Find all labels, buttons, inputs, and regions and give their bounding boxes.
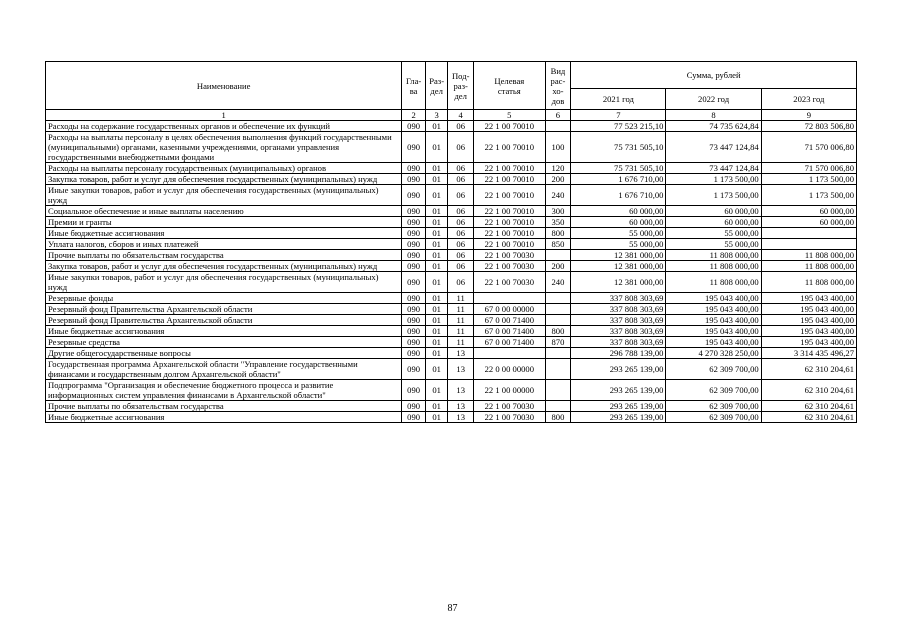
cell-celevaya-statya: 22 1 00 70010 bbox=[473, 174, 545, 185]
cell-sum-2022: 62 309 700,00 bbox=[666, 412, 761, 423]
table-row bbox=[46, 217, 857, 228]
column-number-cell: 8 bbox=[666, 110, 761, 121]
cell-podrazdel: 06 bbox=[448, 250, 474, 261]
cell-podrazdel: 11 bbox=[448, 293, 474, 304]
cell-podrazdel: 13 bbox=[448, 348, 474, 359]
table-row bbox=[46, 359, 857, 380]
cell-name: Прочие выплаты по обязательствам государства bbox=[46, 401, 402, 412]
header-podrazdel: Под- раз- дел bbox=[448, 62, 474, 110]
table-row bbox=[46, 304, 857, 315]
cell-sum-2022: 73 447 124,84 bbox=[666, 132, 761, 163]
table-row bbox=[46, 348, 857, 359]
cell-sum-2021: 293 265 139,00 bbox=[571, 412, 666, 423]
cell-sum-2021: 1 676 710,00 bbox=[571, 174, 666, 185]
cell-podrazdel: 06 bbox=[448, 185, 474, 206]
table-row bbox=[46, 250, 857, 261]
cell-vid-rashodov: 850 bbox=[545, 239, 571, 250]
cell-sum-2022: 1 173 500,00 bbox=[666, 174, 761, 185]
cell-glava: 090 bbox=[402, 337, 426, 348]
cell-sum-2023: 11 808 000,00 bbox=[761, 250, 856, 261]
header-vid-rashodov: Вид рас- хо- дов bbox=[545, 62, 571, 110]
table-row bbox=[46, 272, 857, 293]
column-number-cell: 3 bbox=[425, 110, 448, 121]
cell-sum-2022: 195 043 400,00 bbox=[666, 326, 761, 337]
cell-glava: 090 bbox=[402, 121, 426, 132]
cell-glava: 090 bbox=[402, 380, 426, 401]
cell-sum-2022: 74 735 624,84 bbox=[666, 121, 761, 132]
table-row bbox=[46, 401, 857, 412]
cell-vid-rashodov: 200 bbox=[545, 174, 571, 185]
cell-vid-rashodov: 240 bbox=[545, 272, 571, 293]
cell-name: Резервный фонд Правительства Архангельской области bbox=[46, 315, 402, 326]
cell-vid-rashodov: 200 bbox=[545, 261, 571, 272]
table-row bbox=[46, 228, 857, 239]
table-row bbox=[46, 293, 857, 304]
cell-sum-2021: 12 381 000,00 bbox=[571, 261, 666, 272]
cell-celevaya-statya: 22 1 00 70030 bbox=[473, 250, 545, 261]
cell-vid-rashodov: 800 bbox=[545, 228, 571, 239]
cell-sum-2023: 195 043 400,00 bbox=[761, 326, 856, 337]
cell-glava: 090 bbox=[402, 239, 426, 250]
cell-vid-rashodov bbox=[545, 250, 571, 261]
cell-name: Другие общегосударственные вопросы bbox=[46, 348, 402, 359]
cell-glava: 090 bbox=[402, 250, 426, 261]
cell-glava: 090 bbox=[402, 293, 426, 304]
cell-sum-2023: 72 803 506,80 bbox=[761, 121, 856, 132]
table-row bbox=[46, 163, 857, 174]
cell-sum-2023 bbox=[761, 239, 856, 250]
cell-vid-rashodov bbox=[545, 121, 571, 132]
cell-glava: 090 bbox=[402, 272, 426, 293]
cell-razdel: 01 bbox=[425, 337, 448, 348]
cell-podrazdel: 13 bbox=[448, 401, 474, 412]
column-number-cell: 6 bbox=[545, 110, 571, 121]
cell-vid-rashodov: 120 bbox=[545, 163, 571, 174]
cell-razdel: 01 bbox=[425, 217, 448, 228]
cell-name: Иные бюджетные ассигнования bbox=[46, 326, 402, 337]
cell-celevaya-statya: 67 0 00 00000 bbox=[473, 304, 545, 315]
cell-name: Социальное обеспечение и иные выплаты населению bbox=[46, 206, 402, 217]
cell-name: Иные бюджетные ассигнования bbox=[46, 412, 402, 423]
cell-sum-2023: 11 808 000,00 bbox=[761, 272, 856, 293]
cell-glava: 090 bbox=[402, 163, 426, 174]
cell-razdel: 01 bbox=[425, 293, 448, 304]
cell-glava: 090 bbox=[402, 174, 426, 185]
cell-razdel: 01 bbox=[425, 359, 448, 380]
cell-sum-2023: 60 000,00 bbox=[761, 217, 856, 228]
cell-podrazdel: 06 bbox=[448, 272, 474, 293]
column-number-cell: 2 bbox=[402, 110, 426, 121]
cell-glava: 090 bbox=[402, 185, 426, 206]
cell-vid-rashodov bbox=[545, 380, 571, 401]
table-row bbox=[46, 185, 857, 206]
table-row bbox=[46, 380, 857, 401]
cell-razdel: 01 bbox=[425, 206, 448, 217]
cell-razdel: 01 bbox=[425, 174, 448, 185]
cell-razdel: 01 bbox=[425, 163, 448, 174]
cell-vid-rashodov: 300 bbox=[545, 206, 571, 217]
cell-celevaya-statya bbox=[473, 293, 545, 304]
table-row bbox=[46, 337, 857, 348]
cell-celevaya-statya: 22 1 00 70010 bbox=[473, 228, 545, 239]
cell-glava: 090 bbox=[402, 412, 426, 423]
cell-sum-2022: 195 043 400,00 bbox=[666, 304, 761, 315]
cell-celevaya-statya: 67 0 00 71400 bbox=[473, 315, 545, 326]
cell-name: Резервный фонд Правительства Архангельской области bbox=[46, 304, 402, 315]
cell-sum-2023: 195 043 400,00 bbox=[761, 337, 856, 348]
cell-glava: 090 bbox=[402, 228, 426, 239]
cell-celevaya-statya: 22 1 00 70010 bbox=[473, 206, 545, 217]
cell-celevaya-statya: 22 1 00 70030 bbox=[473, 261, 545, 272]
cell-name: Закупка товаров, работ и услуг для обеспечения государственных (муниципальных) нужд bbox=[46, 261, 402, 272]
cell-sum-2022: 1 173 500,00 bbox=[666, 185, 761, 206]
cell-sum-2023: 3 314 435 496,27 bbox=[761, 348, 856, 359]
cell-sum-2023: 195 043 400,00 bbox=[761, 315, 856, 326]
cell-vid-rashodov bbox=[545, 348, 571, 359]
table-row bbox=[46, 315, 857, 326]
cell-name: Закупка товаров, работ и услуг для обеспечения государственных (муниципальных) нужд bbox=[46, 174, 402, 185]
cell-name: Государственная программа Архангельской области "Управление государственными финансами и государственным долгом Архангельской области" bbox=[46, 359, 402, 380]
column-number-cell: 7 bbox=[571, 110, 666, 121]
cell-glava: 090 bbox=[402, 315, 426, 326]
cell-sum-2023: 195 043 400,00 bbox=[761, 293, 856, 304]
column-number-cell: 5 bbox=[473, 110, 545, 121]
cell-podrazdel: 06 bbox=[448, 121, 474, 132]
cell-razdel: 01 bbox=[425, 239, 448, 250]
table-row bbox=[46, 239, 857, 250]
cell-sum-2023 bbox=[761, 228, 856, 239]
header-2021: 2021 год bbox=[571, 89, 666, 110]
cell-sum-2023: 62 310 204,61 bbox=[761, 412, 856, 423]
cell-glava: 090 bbox=[402, 217, 426, 228]
cell-sum-2021: 293 265 139,00 bbox=[571, 380, 666, 401]
cell-sum-2021: 1 676 710,00 bbox=[571, 185, 666, 206]
cell-celevaya-statya: 22 1 00 70010 bbox=[473, 185, 545, 206]
table-row bbox=[46, 132, 857, 163]
cell-name: Иные бюджетные ассигнования bbox=[46, 228, 402, 239]
cell-celevaya-statya: 22 1 00 70010 bbox=[473, 121, 545, 132]
column-number-cell: 4 bbox=[448, 110, 474, 121]
cell-vid-rashodov bbox=[545, 293, 571, 304]
cell-sum-2022: 62 309 700,00 bbox=[666, 401, 761, 412]
cell-vid-rashodov: 240 bbox=[545, 185, 571, 206]
cell-vid-rashodov: 350 bbox=[545, 217, 571, 228]
cell-sum-2022: 60 000,00 bbox=[666, 206, 761, 217]
cell-razdel: 01 bbox=[425, 315, 448, 326]
cell-sum-2021: 75 731 505,10 bbox=[571, 132, 666, 163]
cell-sum-2021: 296 788 139,00 bbox=[571, 348, 666, 359]
cell-podrazdel: 13 bbox=[448, 380, 474, 401]
cell-razdel: 01 bbox=[425, 261, 448, 272]
cell-celevaya-statya: 22 1 00 70010 bbox=[473, 239, 545, 250]
table-row bbox=[46, 174, 857, 185]
table-row bbox=[46, 412, 857, 423]
cell-name: Уплата налогов, сборов и иных платежей bbox=[46, 239, 402, 250]
cell-sum-2022: 11 808 000,00 bbox=[666, 272, 761, 293]
cell-razdel: 01 bbox=[425, 380, 448, 401]
table-row bbox=[46, 121, 857, 132]
cell-vid-rashodov bbox=[545, 401, 571, 412]
cell-sum-2021: 60 000,00 bbox=[571, 206, 666, 217]
cell-sum-2022: 55 000,00 bbox=[666, 228, 761, 239]
cell-razdel: 01 bbox=[425, 348, 448, 359]
cell-name: Расходы на выплаты персоналу государственных (муниципальных) органов bbox=[46, 163, 402, 174]
cell-sum-2021: 55 000,00 bbox=[571, 228, 666, 239]
cell-podrazdel: 06 bbox=[448, 174, 474, 185]
column-number-row bbox=[46, 110, 857, 121]
cell-razdel: 01 bbox=[425, 250, 448, 261]
cell-podrazdel: 06 bbox=[448, 163, 474, 174]
cell-podrazdel: 11 bbox=[448, 315, 474, 326]
header-2022: 2022 год bbox=[666, 89, 761, 110]
cell-sum-2023: 71 570 006,80 bbox=[761, 163, 856, 174]
cell-sum-2022: 55 000,00 bbox=[666, 239, 761, 250]
cell-celevaya-statya bbox=[473, 348, 545, 359]
cell-vid-rashodov: 870 bbox=[545, 337, 571, 348]
table-row bbox=[46, 206, 857, 217]
table-row bbox=[46, 261, 857, 272]
cell-sum-2022: 11 808 000,00 bbox=[666, 250, 761, 261]
cell-vid-rashodov: 100 bbox=[545, 132, 571, 163]
cell-razdel: 01 bbox=[425, 304, 448, 315]
column-number-cell: 9 bbox=[761, 110, 856, 121]
cell-name: Расходы на содержание государственных органов и обеспечение их функций bbox=[46, 121, 402, 132]
page-number: 87 bbox=[447, 603, 458, 614]
cell-sum-2021: 75 731 505,10 bbox=[571, 163, 666, 174]
cell-podrazdel: 06 bbox=[448, 239, 474, 250]
cell-podrazdel: 06 bbox=[448, 206, 474, 217]
cell-sum-2021: 337 808 303,69 bbox=[571, 337, 666, 348]
cell-sum-2022: 60 000,00 bbox=[666, 217, 761, 228]
cell-celevaya-statya: 22 1 00 00000 bbox=[473, 380, 545, 401]
cell-celevaya-statya: 22 1 00 70010 bbox=[473, 132, 545, 163]
cell-sum-2023: 71 570 006,80 bbox=[761, 132, 856, 163]
cell-razdel: 01 bbox=[425, 185, 448, 206]
cell-razdel: 01 bbox=[425, 228, 448, 239]
cell-sum-2023: 62 310 204,61 bbox=[761, 380, 856, 401]
cell-sum-2021: 55 000,00 bbox=[571, 239, 666, 250]
cell-sum-2023: 62 310 204,61 bbox=[761, 359, 856, 380]
cell-celevaya-statya: 22 1 00 70010 bbox=[473, 163, 545, 174]
cell-podrazdel: 06 bbox=[448, 261, 474, 272]
cell-vid-rashodov: 800 bbox=[545, 326, 571, 337]
cell-podrazdel: 11 bbox=[448, 304, 474, 315]
cell-razdel: 01 bbox=[425, 272, 448, 293]
cell-razdel: 01 bbox=[425, 132, 448, 163]
cell-razdel: 01 bbox=[425, 121, 448, 132]
header-2023: 2023 год bbox=[761, 89, 856, 110]
cell-sum-2023: 60 000,00 bbox=[761, 206, 856, 217]
cell-name: Расходы на выплаты персоналу в целях обеспечения выполнения функций государственными (муниципальными) органами, казенными учреждениями, органами управления государственными внебюджетными фондами bbox=[46, 132, 402, 163]
header-razdel: Раз- дел bbox=[425, 62, 448, 110]
cell-name: Резервные фонды bbox=[46, 293, 402, 304]
cell-glava: 090 bbox=[402, 326, 426, 337]
cell-sum-2022: 73 447 124,84 bbox=[666, 163, 761, 174]
cell-glava: 090 bbox=[402, 206, 426, 217]
cell-podrazdel: 06 bbox=[448, 217, 474, 228]
cell-sum-2021: 293 265 139,00 bbox=[571, 359, 666, 380]
cell-podrazdel: 13 bbox=[448, 359, 474, 380]
cell-glava: 090 bbox=[402, 348, 426, 359]
cell-razdel: 01 bbox=[425, 401, 448, 412]
cell-sum-2021: 337 808 303,69 bbox=[571, 304, 666, 315]
cell-name: Подпрограмма "Организация и обеспечение бюджетного процесса и развитие информационных систем управления финансами в Архангельской области" bbox=[46, 380, 402, 401]
cell-name: Иные закупки товаров, работ и услуг для обеспечения государственных (муниципальных) нужд bbox=[46, 272, 402, 293]
cell-sum-2021: 337 808 303,69 bbox=[571, 293, 666, 304]
cell-podrazdel: 06 bbox=[448, 228, 474, 239]
cell-sum-2023: 62 310 204,61 bbox=[761, 401, 856, 412]
cell-glava: 090 bbox=[402, 359, 426, 380]
cell-sum-2021: 12 381 000,00 bbox=[571, 250, 666, 261]
cell-sum-2021: 60 000,00 bbox=[571, 217, 666, 228]
cell-sum-2022: 195 043 400,00 bbox=[666, 293, 761, 304]
cell-celevaya-statya: 22 0 00 00000 bbox=[473, 359, 545, 380]
table-row bbox=[46, 326, 857, 337]
header-celevaya-statya: Целевая статья bbox=[473, 62, 545, 110]
cell-name: Премии и гранты bbox=[46, 217, 402, 228]
cell-podrazdel: 11 bbox=[448, 326, 474, 337]
cell-sum-2021: 12 381 000,00 bbox=[571, 272, 666, 293]
cell-glava: 090 bbox=[402, 132, 426, 163]
cell-sum-2021: 293 265 139,00 bbox=[571, 401, 666, 412]
cell-podrazdel: 11 bbox=[448, 337, 474, 348]
cell-celevaya-statya: 22 1 00 70030 bbox=[473, 401, 545, 412]
header-name: Наименование bbox=[46, 62, 402, 110]
cell-sum-2023: 195 043 400,00 bbox=[761, 304, 856, 315]
budget-table bbox=[45, 61, 857, 423]
cell-name: Иные закупки товаров, работ и услуг для обеспечения государственных (муниципальных) нужд bbox=[46, 185, 402, 206]
cell-sum-2022: 195 043 400,00 bbox=[666, 315, 761, 326]
cell-celevaya-statya: 67 0 00 71400 bbox=[473, 326, 545, 337]
cell-podrazdel: 13 bbox=[448, 412, 474, 423]
cell-razdel: 01 bbox=[425, 412, 448, 423]
cell-sum-2021: 77 523 215,10 bbox=[571, 121, 666, 132]
cell-sum-2023: 1 173 500,00 bbox=[761, 174, 856, 185]
cell-name: Прочие выплаты по обязательствам государства bbox=[46, 250, 402, 261]
cell-celevaya-statya: 67 0 00 71400 bbox=[473, 337, 545, 348]
cell-glava: 090 bbox=[402, 304, 426, 315]
cell-glava: 090 bbox=[402, 401, 426, 412]
cell-sum-2022: 195 043 400,00 bbox=[666, 337, 761, 348]
cell-razdel: 01 bbox=[425, 326, 448, 337]
column-number-cell: 1 bbox=[46, 110, 402, 121]
cell-glava: 090 bbox=[402, 261, 426, 272]
cell-sum-2022: 62 309 700,00 bbox=[666, 380, 761, 401]
cell-vid-rashodov bbox=[545, 304, 571, 315]
cell-sum-2021: 337 808 303,69 bbox=[571, 315, 666, 326]
table-body bbox=[46, 121, 857, 423]
cell-vid-rashodov bbox=[545, 359, 571, 380]
cell-sum-2021: 337 808 303,69 bbox=[571, 326, 666, 337]
header-glava: Гла- ва bbox=[402, 62, 426, 110]
cell-sum-2022: 62 309 700,00 bbox=[666, 359, 761, 380]
cell-podrazdel: 06 bbox=[448, 132, 474, 163]
cell-sum-2022: 11 808 000,00 bbox=[666, 261, 761, 272]
cell-celevaya-statya: 22 1 00 70010 bbox=[473, 217, 545, 228]
cell-sum-2023: 11 808 000,00 bbox=[761, 261, 856, 272]
cell-vid-rashodov: 800 bbox=[545, 412, 571, 423]
cell-vid-rashodov bbox=[545, 315, 571, 326]
cell-celevaya-statya: 22 1 00 70030 bbox=[473, 272, 545, 293]
cell-sum-2023: 1 173 500,00 bbox=[761, 185, 856, 206]
cell-sum-2022: 4 270 328 250,00 bbox=[666, 348, 761, 359]
cell-celevaya-statya: 22 1 00 70030 bbox=[473, 412, 545, 423]
cell-name: Резервные средства bbox=[46, 337, 402, 348]
header-summa: Сумма, рублей bbox=[571, 62, 857, 89]
